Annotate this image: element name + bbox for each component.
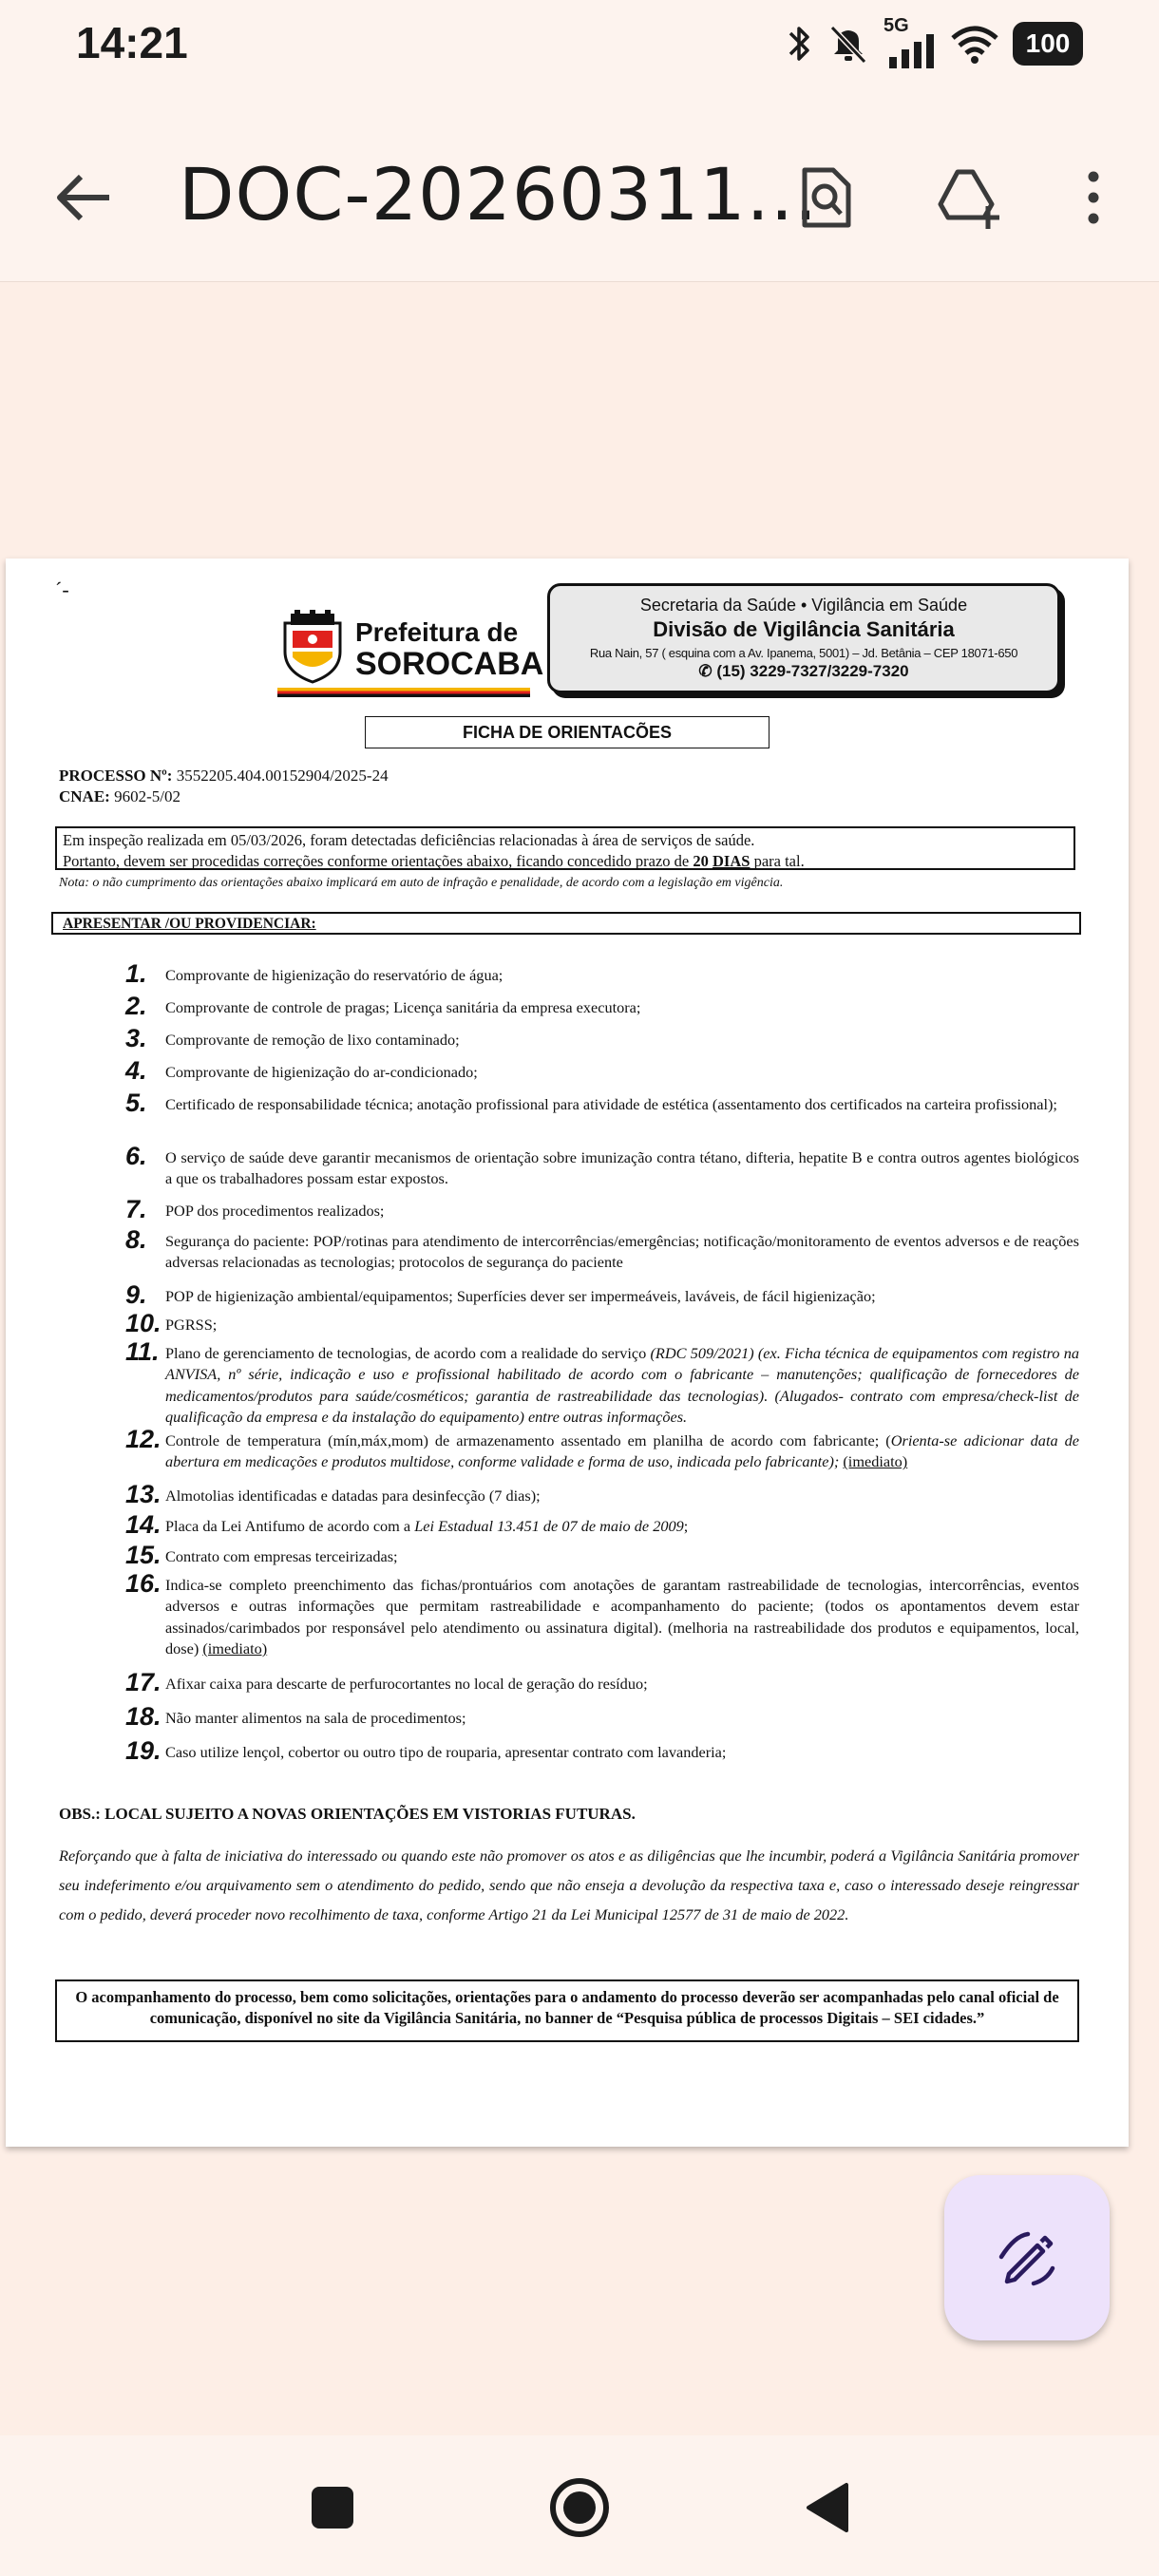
inspection-line2 (63, 851, 1068, 872)
apresentar-header: APRESENTAR /OU PROVIDENCIAR: (51, 912, 1081, 935)
logo-text-line2: SOROCABA (355, 646, 544, 682)
bluetooth-icon (785, 22, 813, 66)
item-number: 14. (125, 1510, 162, 1539)
status-time: 14:21 (76, 18, 188, 67)
process-tracking-box: O acompanhamento do processo, bem como solicitações, orientações para o andamento do processo deverão ser acompanhadas pelo canal oficial de comunicação, disponível no site da Vigilância Sanitária, no banner de “Pesquisa pública de processos Digitais – SEI cidades.” (55, 1979, 1079, 2042)
cnae-value: 9602-5/02 (114, 787, 180, 805)
item-text: Comprovante de remoção de lixo contaminado; (165, 1031, 460, 1049)
item-number: 13. (125, 1480, 162, 1508)
home-circle-icon (548, 2476, 611, 2539)
logo-text-line1: Prefeitura de (355, 617, 519, 647)
item-number: 2. (125, 992, 147, 1020)
item-number: 7. (125, 1195, 147, 1223)
recents-button[interactable] (294, 2470, 370, 2546)
inspection-text: Portanto, devem ser procedidas correções conforme orientações abaixo, ficando concedido prazo de (63, 852, 690, 870)
item-number: 19. (125, 1736, 162, 1765)
status-icons (785, 15, 1083, 68)
deadline-unit: DIAS (712, 852, 750, 870)
top-app-bar (0, 85, 1159, 282)
secretaria-header-box (547, 583, 1060, 693)
more-vert-icon (1084, 169, 1103, 226)
item-text: PGRSS; (165, 1316, 218, 1334)
item-number: 6. (125, 1142, 147, 1170)
item-text: POP dos procedimentos realizados; (165, 1202, 385, 1220)
item-text-italic: Orienta-se adicionar data de abertura em medicações e produtos multidose, conforme validade e forma de uso, indicada pelo fabricante); (165, 1431, 1079, 1471)
inspection-line1: Em inspeção realizada em 05/03/2026, foram detectadas deficiências relacionadas à área de serviços de saúde. (63, 831, 755, 849)
item-text: O serviço de saúde deve garantir mecanismos de orientação sobre imunização contra tétano, difteria, hepatite B e contra outros agentes biológicos a que os trabalhadores possam estar expostos. (165, 1148, 1079, 1188)
processo-value: 3552205.404.00152904/2025-24 (176, 767, 389, 785)
obs-text: Reforçando que à falta de iniciativa do interessado ou quando este não promover os atos e as diligências que lhe incumbir, poderá a Vigilância Sanitária promover seu indeferimento e/ou arquivamento sem o atendimento do pedido, sendo que não enseja a devolução da respectiva taxa e, caso o interessado deseje reingressar com o pedido, deverá proceder novo recolhimento de taxa, conforme Artigo 21 da Lei Municipal 12577 de 31 de maio de 2022. (59, 1847, 1079, 1923)
network-type: 5G (884, 15, 909, 36)
cnae-label: CNAE: (59, 787, 110, 805)
search-document-button[interactable] (785, 157, 866, 238)
item-text: Almotolias identificadas e datadas para desinfecção (7 dias); (165, 1487, 541, 1505)
item-text (165, 1516, 1079, 1537)
secretaria-address: Rua Nain, 57 ( esquina com a Av. Ipanema, 5001) – Jd. Betânia – CEP 18071-650 (589, 646, 1018, 660)
deadline-number: 20 (693, 852, 709, 870)
item-text: POP de higienização ambiental/equipamentos; Superfícies dever ser impermeáveis, laváveis, de fácil higienização; (165, 1287, 876, 1305)
signal-icon (884, 15, 937, 68)
status-bar (0, 0, 1159, 85)
item-text: Comprovante de controle de pragas; Licença sanitária da empresa executora; (165, 998, 641, 1016)
more-options-button[interactable] (1053, 157, 1134, 238)
item-text-italic: (RDC 509/2021) (ex. Ficha técnica de equipamentos com registro na ANVISA, nº série, indicação e uso e profissional habilitado de acordo com o fabricante – manutenções; qualificação de fornecedores de medicamentos/produtos para saúde/cosméticos; garantia de rastreabilidade das tecnologias). (Alugados- contrato com empresa/check-list de qualificação da empresa e da instalação do equipamento) entre outras informações. (165, 1344, 1079, 1427)
wifi-icon (950, 23, 999, 65)
item-text: Caso utilize lençol, cobertor ou outro tipo de rouparia, apresentar contrato com lavanderia; (165, 1743, 727, 1761)
item-number: 15. (125, 1541, 162, 1569)
annotate-fab[interactable] (944, 2175, 1110, 2340)
item-text: Comprovante de higienização do reservatório de água; (165, 966, 504, 984)
item-text-main: Plano de gerenciamento de tecnologias, de acordo com a realidade do serviço (165, 1344, 647, 1362)
annotate-pen-icon (996, 2226, 1058, 2289)
item-text: Afixar caixa para descarte de perfurocortantes no local de geração do resíduo; (165, 1675, 648, 1693)
item-text: Certificado de responsabilidade técnica; anotação profissional para atividade de estética (assentamento dos certificados na carteira profissional); (165, 1095, 1057, 1113)
item-text: Contrato com empresas terceirizadas; (165, 1547, 398, 1565)
mute-icon (826, 22, 870, 66)
item-number: 9. (125, 1280, 147, 1309)
item-number: 11. (125, 1337, 160, 1366)
prefeitura-logo (272, 604, 544, 699)
add-to-drive-button[interactable] (929, 157, 1011, 238)
processo-label: PROCESSO Nº: (59, 767, 173, 785)
item-number: 4. (125, 1056, 147, 1085)
nota: Nota: o não cumprimento das orientações abaixo implicará em auto de infração e penalidade, de acordo com a legislação em vigência. (59, 876, 784, 890)
item-text: Não manter alimentos na sala de procedimentos; (165, 1709, 466, 1727)
form-title: FICHA DE ORIENTACÕES (365, 716, 770, 748)
city-crest-icon (277, 610, 348, 684)
secretaria-line2: Divisão de Vigilância Sanitária (653, 617, 955, 641)
item-number: 12. (125, 1425, 162, 1453)
item-number: 16. (125, 1569, 162, 1598)
item-text-main: Indica-se completo preenchimento das fichas/prontuários com anotações de garantam rastreabilidade de tecnologias, intercorrências, eventos adversos e outras informações que permitam rastreabilidade e acompanhamento do paciente; (todos os apontamentos devem estar assinados/carimbados por responsável pelo atendimento ou assinatura digital). (melhoria na rastreabilidade dos produtos e equipamentos, local, dose) (165, 1576, 1079, 1658)
search-document-icon (799, 166, 852, 229)
item-text-main: Placa da Lei Antifumo de acordo com a (165, 1517, 411, 1535)
item-text-tail: ; (683, 1517, 689, 1535)
item-number: 8. (125, 1225, 147, 1254)
item-text-underline: (imediato) (202, 1639, 268, 1658)
nav-back-button[interactable] (788, 2470, 864, 2546)
secretaria-line1: Secretaria da Saúde • Vigilância em Saúde (639, 596, 968, 615)
stray-mark: ´- (55, 578, 69, 601)
battery-icon: 100 (1013, 22, 1083, 66)
item-number: 3. (125, 1024, 147, 1052)
system-nav-bar (0, 2435, 1159, 2576)
add-to-drive-icon (937, 166, 1003, 229)
item-number: 18. (125, 1702, 162, 1731)
item-text-main: Controle de temperatura (mín,máx,mom) de armazenamento assentado em planilha de acordo com fabricante; ( (165, 1431, 891, 1449)
inspection-tail: para tal. (753, 852, 805, 870)
document-title: DOC-20260311... (179, 152, 819, 237)
recents-square-icon (309, 2484, 356, 2531)
item-text (165, 1430, 1079, 1473)
item-text-underline: (imediato) (843, 1452, 908, 1471)
secretaria-phone: ✆ (15) 3229-7327/3229-7320 (698, 662, 909, 680)
item-text: Segurança do paciente: POP/rotinas para atendimento de intercorrências/emergências; notificação/monitoramento de eventos adversos e de reações adversas relacionadas as tecnologias; protocolos de segurança do paciente (165, 1232, 1079, 1272)
document-page[interactable] (6, 559, 1129, 2147)
item-text: Comprovante de higienização do ar-condicionado; (165, 1063, 478, 1081)
item-text-italic: Lei Estadual 13.451 de 07 de maio de 2009 (414, 1517, 684, 1535)
item-text (165, 1575, 1079, 1660)
logo-stripes (277, 688, 530, 697)
item-text (165, 1343, 1079, 1429)
item-number: 10. (125, 1309, 162, 1337)
process-info (59, 766, 389, 807)
inspection-box (55, 826, 1075, 870)
item-number: 5. (125, 1089, 147, 1117)
back-arrow-icon (56, 172, 113, 223)
item-number: 17. (125, 1668, 162, 1696)
item-number: 1. (125, 959, 147, 988)
back-triangle-icon (803, 2481, 850, 2534)
obs-title: OBS.: LOCAL SUJEITO A NOVAS ORIENTAÇÕES EM VISTORIAS FUTURAS. (59, 1805, 636, 1823)
back-button[interactable] (44, 157, 125, 238)
home-button[interactable] (542, 2470, 618, 2546)
